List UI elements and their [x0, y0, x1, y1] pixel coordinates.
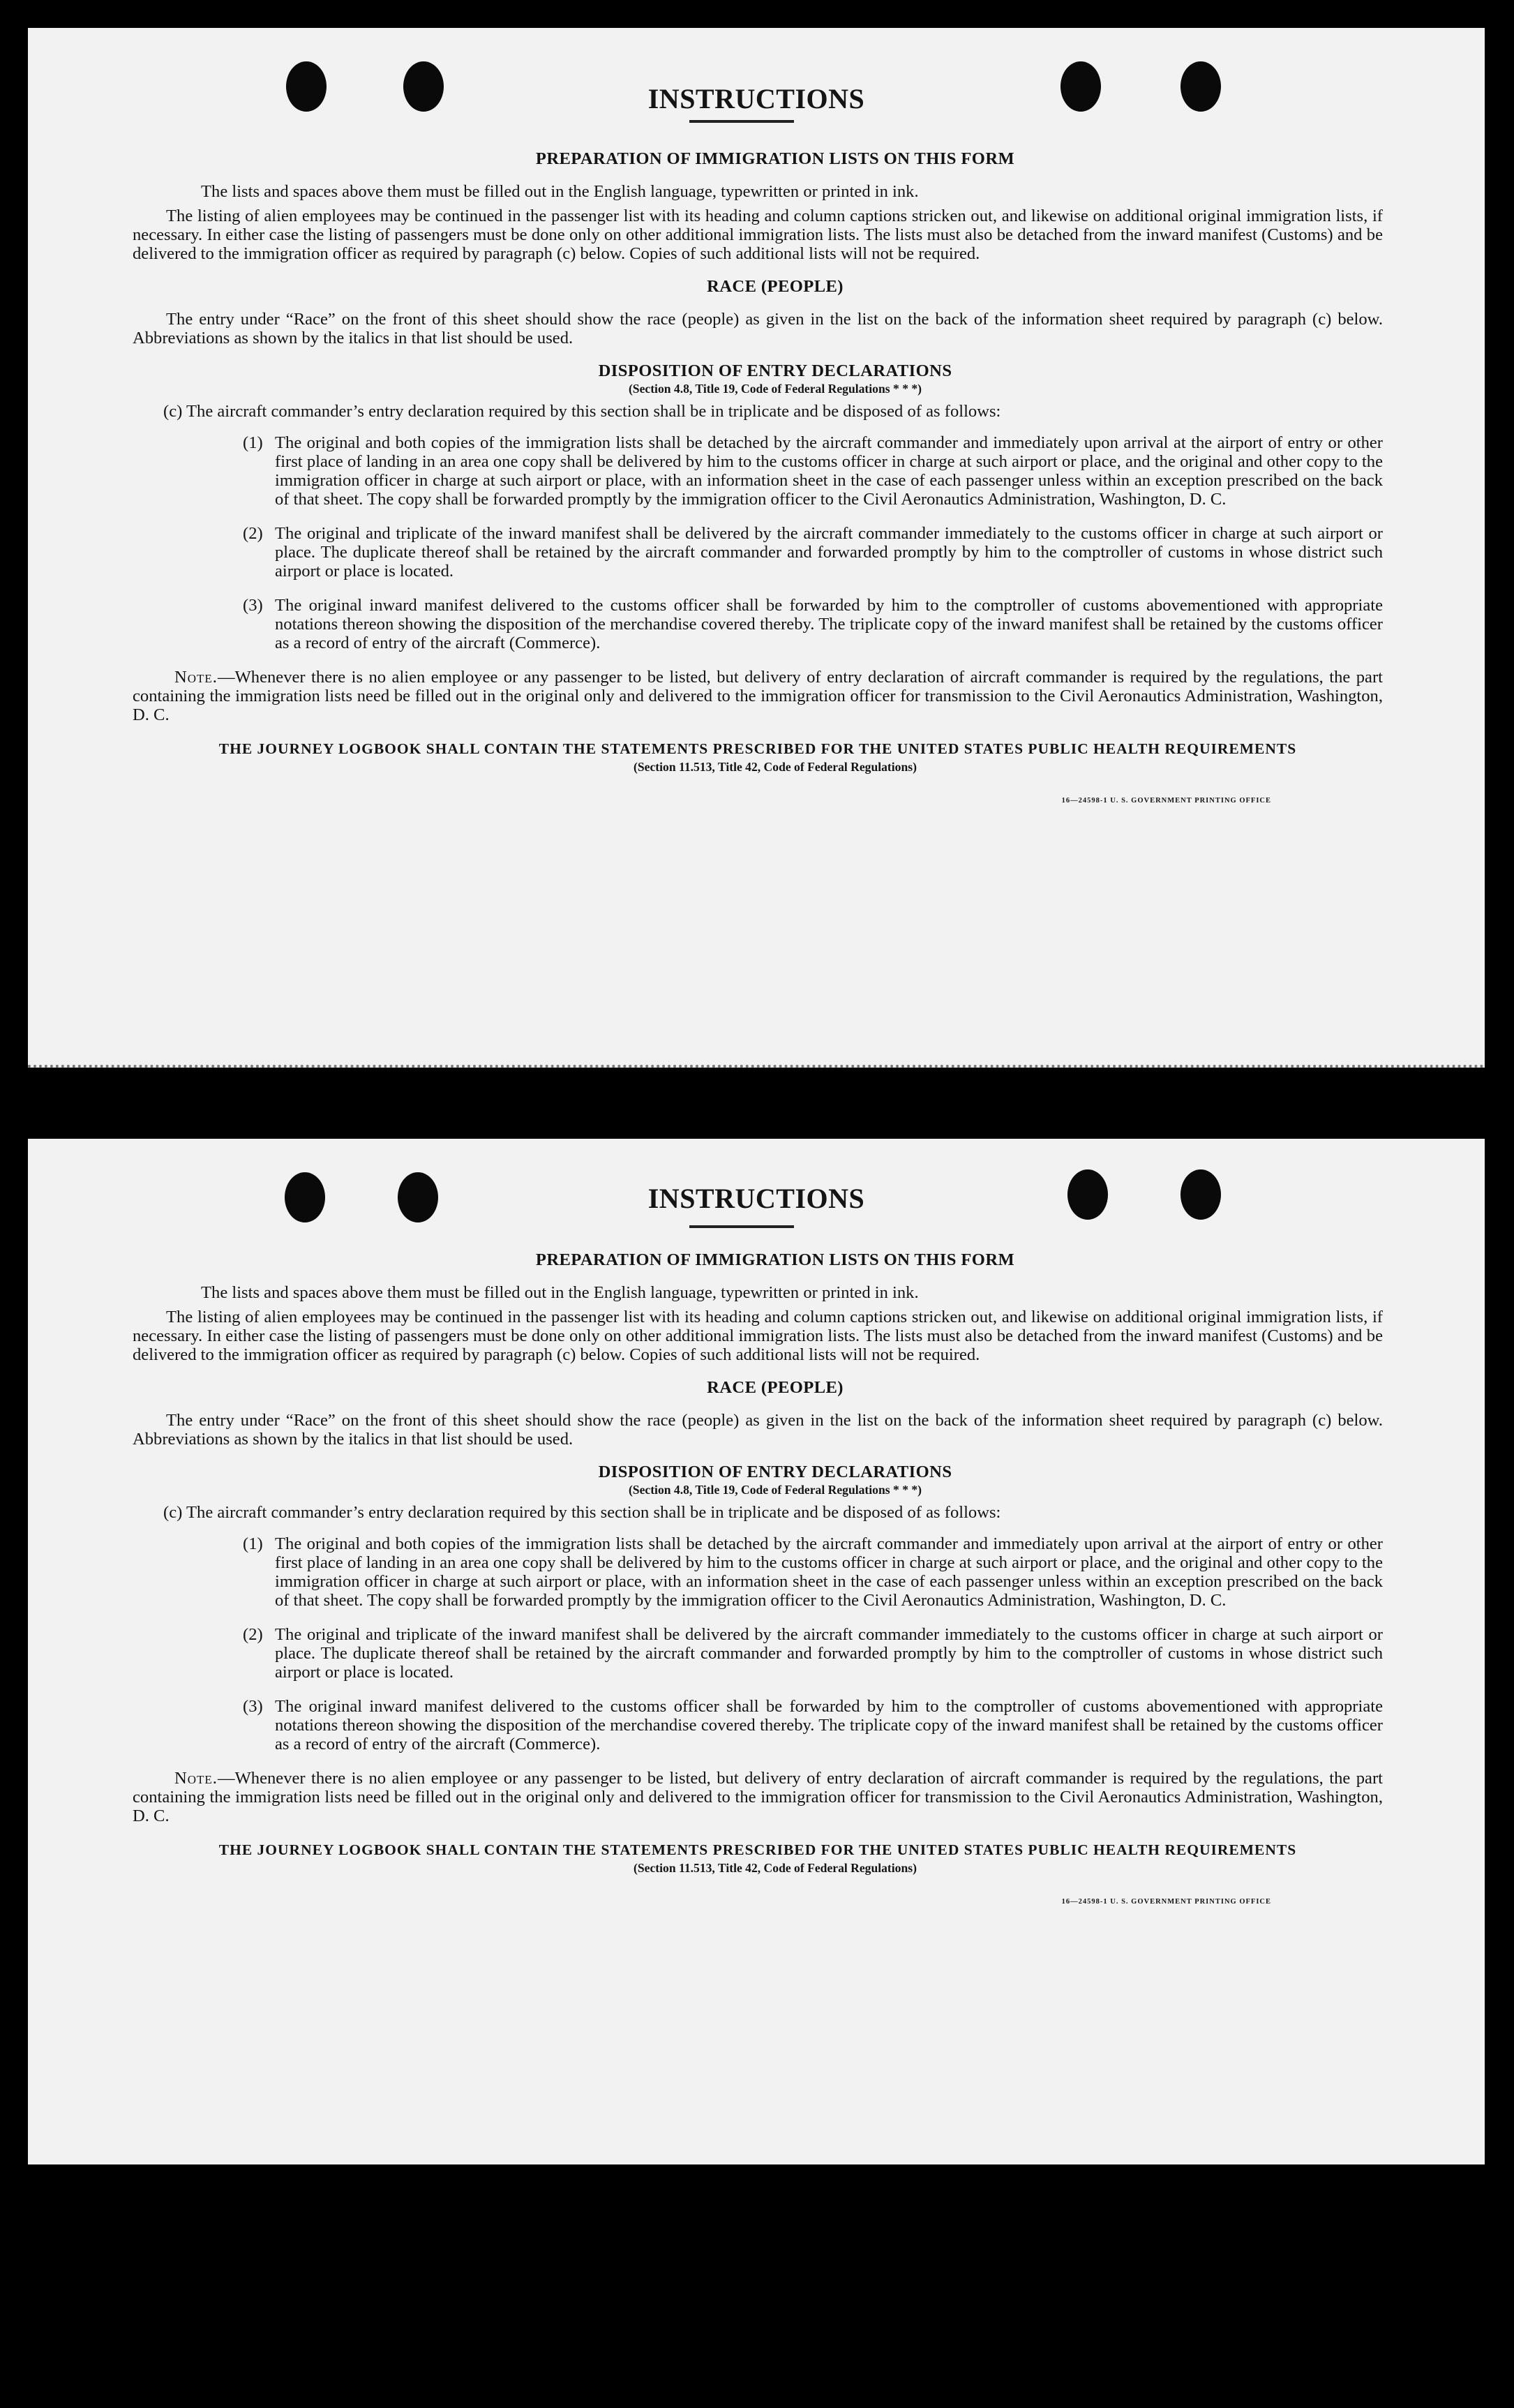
note-label: Note.	[174, 1769, 218, 1788]
list-item-text: The original inward manifest delivered to the customs officer shall be forwarded by him to the comptroller of customs abovementioned with appropriate notations thereon showing the disposition of the merchandise covered thereby. The triplicate copy of the inward manifest shall be retained by the customs officer as a record of entry of the aircraft (Commerce).	[275, 1697, 1383, 1753]
list-item	[243, 1534, 1383, 1610]
instruction-sheet-2	[28, 1139, 1485, 2164]
disposition-citation: (Section 4.8, Title 19, Code of Federal Regulations * * *)	[628, 1483, 922, 1497]
page-title: INSTRUCTIONS	[647, 1183, 865, 1214]
instruction-sheet-1	[28, 28, 1485, 1068]
paragraph-language: The lists and spaces above them must be filled out in the English language, typewritten or printed in ink.	[201, 182, 919, 201]
list-item-number: (3)	[243, 1697, 263, 1716]
note-text: —Whenever there is no alien employee or any passenger to be listed, but delivery of entry declaration of aircraft commander is required by the regulations, the part containing the immigration lists need be filled out in the original only and delivered to the immigration officer for transmission to the Civil Aeronautics Administration, Washington, D. C.	[133, 1769, 1383, 1825]
list-item-number: (1)	[243, 433, 263, 452]
section-heading-disposition: DISPOSITION OF ENTRY DECLARATIONS	[598, 1463, 952, 1481]
list-item	[243, 524, 1383, 581]
logbook-citation: (Section 11.513, Title 42, Code of Federal Regulations)	[634, 760, 917, 774]
list-item-number: (2)	[243, 524, 263, 543]
paragraph-listing: The listing of alien employees may be continued in the passenger list with its heading and column captions stricken out, and likewise on additional original immigration lists, if necessary. In either case the listing of passengers must be done only on other additional immigration lists. The lists must also be detached from the inward manifest (Customs) and be delivered to the immigration officer as required by paragraph (c) below. Copies of such additional lists will not be required.	[133, 1308, 1383, 1364]
disposition-lead: (c) The aircraft commander’s entry declaration required by this section shall be in triplicate and be disposed of as follows:	[163, 1503, 1001, 1522]
note-label: Note.	[174, 668, 218, 687]
list-item-number: (1)	[243, 1534, 263, 1553]
section-heading-race: RACE (PEOPLE)	[707, 277, 844, 296]
list-item-text: The original inward manifest delivered to the customs officer shall be forwarded by him to the comptroller of customs abovementioned with appropriate notations thereon showing the disposition of the merchandise covered thereby. The triplicate copy of the inward manifest shall be retained by the customs officer as a record of entry of the aircraft (Commerce).	[275, 596, 1383, 652]
page-title: INSTRUCTIONS	[647, 83, 865, 114]
list-item-number: (3)	[243, 596, 263, 615]
logbook-statement: THE JOURNEY LOGBOOK SHALL CONTAIN THE STATEMENTS PRESCRIBED FOR THE UNITED STATES PUBLIC HEALTH REQUIREMENTS	[218, 1841, 1297, 1858]
instructions-body	[133, 149, 1383, 810]
title-underline	[689, 1225, 794, 1228]
paragraph-race: The entry under “Race” on the front of this sheet should show the race (people) as given in the list on the back of the information sheet required by paragraph (c) below. Abbreviations as shown by the italics in that list should be used.	[133, 1411, 1383, 1449]
list-item	[243, 433, 1383, 509]
list-item-text: The original and both copies of the immigration lists shall be detached by the aircraft commander and immediately upon arrival at the airport of entry or other first place of landing in an area one copy shall be delivered by him to the customs officer in charge at such airport or place, and the original and other copy to the immigration officer in charge at such airport or place, with an information sheet in the case of each passenger unless within an exception prescribed on the back of that sheet. The copy shall be forwarded promptly by the immigration officer to the Civil Aeronautics Administration, Washington, D. C.	[275, 1534, 1383, 1610]
logbook-statement: THE JOURNEY LOGBOOK SHALL CONTAIN THE STATEMENTS PRESCRIBED FOR THE UNITED STATES PUBLIC HEALTH REQUIREMENTS	[218, 740, 1297, 757]
section-heading-immigration: PREPARATION OF IMMIGRATION LISTS ON THIS FORM	[535, 149, 1015, 168]
list-item-number: (2)	[243, 1625, 263, 1644]
disposition-lead: (c) The aircraft commander’s entry declaration required by this section shall be in triplicate and be disposed of as follows:	[163, 402, 1001, 421]
list-item	[243, 596, 1383, 652]
list-item	[243, 1625, 1383, 1682]
list-item-text: The original and triplicate of the inward manifest shall be delivered by the aircraft commander immediately to the customs officer in charge at such airport or place. The duplicate thereof shall be retained by the aircraft commander and forwarded promptly by him to the comptroller of customs in whose district such airport or place is located.	[275, 524, 1383, 581]
printer-imprint: 16—24598-1 U. S. GOVERNMENT PRINTING OFFICE	[1061, 797, 1271, 805]
title-underline	[689, 120, 794, 123]
list-item-text: The original and triplicate of the inward manifest shall be delivered by the aircraft commander immediately to the customs officer in charge at such airport or place. The duplicate thereof shall be retained by the aircraft commander and forwarded promptly by him to the comptroller of customs in whose district such airport or place is located.	[275, 1625, 1383, 1682]
paragraph-race: The entry under “Race” on the front of this sheet should show the race (people) as given in the list on the back of the information sheet required by paragraph (c) below. Abbreviations as shown by the italics in that list should be used.	[133, 310, 1383, 347]
paragraph-language: The lists and spaces above them must be filled out in the English language, typewritten or printed in ink.	[201, 1283, 919, 1302]
note-text: —Whenever there is no alien employee or any passenger to be listed, but delivery of entry declaration of aircraft commander is required by the regulations, the part containing the immigration lists need be filled out in the original only and delivered to the immigration officer for transmission to the Civil Aeronautics Administration, Washington, D. C.	[133, 668, 1383, 724]
paragraph-listing: The listing of alien employees may be continued in the passenger list with its heading and column captions stricken out, and likewise on additional original immigration lists, if necessary. In either case the listing of passengers must be done only on other additional immigration lists. The lists must also be detached from the inward manifest (Customs) and be delivered to the immigration officer as required by paragraph (c) below. Copies of such additional lists will not be required.	[133, 207, 1383, 263]
logbook-citation: (Section 11.513, Title 42, Code of Federal Regulations)	[634, 1861, 917, 1875]
section-heading-race: RACE (PEOPLE)	[707, 1378, 844, 1397]
section-heading-immigration: PREPARATION OF IMMIGRATION LISTS ON THIS FORM	[535, 1250, 1015, 1269]
printer-imprint: 16—24598-1 U. S. GOVERNMENT PRINTING OFFICE	[1061, 1898, 1271, 1906]
note-paragraph	[133, 1769, 1383, 1825]
section-heading-disposition: DISPOSITION OF ENTRY DECLARATIONS	[598, 361, 952, 380]
list-item-text: The original and both copies of the immigration lists shall be detached by the aircraft commander and immediately upon arrival at the airport of entry or other first place of landing in an area one copy shall be delivered by him to the customs officer in charge at such airport or place, and the original and other copy to the immigration officer in charge at such airport or place, with an information sheet in the case of each passenger unless within an exception prescribed on the back of that sheet. The copy shall be forwarded promptly by the immigration officer to the Civil Aeronautics Administration, Washington, D. C.	[275, 433, 1383, 509]
list-item	[243, 1697, 1383, 1753]
instructions-body	[133, 1250, 1383, 1911]
note-paragraph	[133, 668, 1383, 724]
disposition-citation: (Section 4.8, Title 19, Code of Federal Regulations * * *)	[628, 382, 922, 396]
